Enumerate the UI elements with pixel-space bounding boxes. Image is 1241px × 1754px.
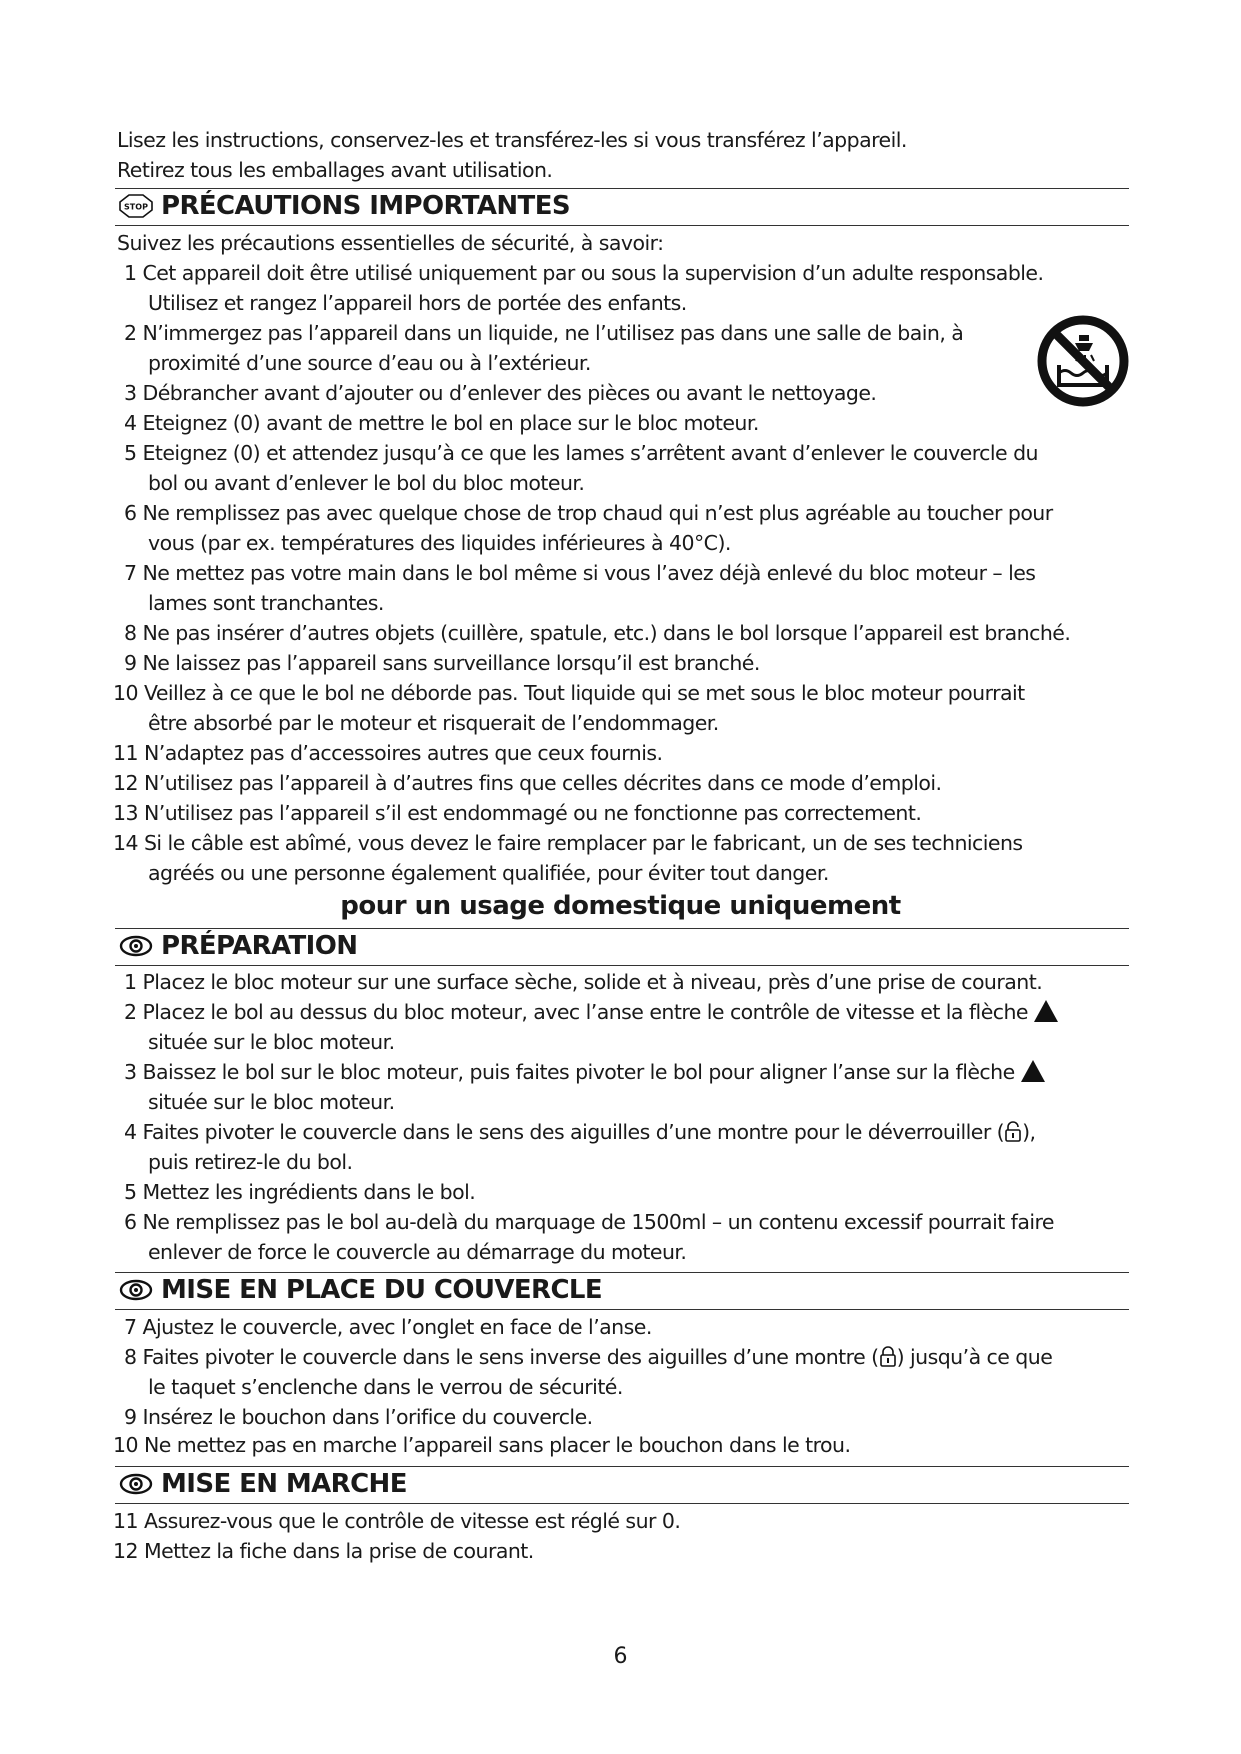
item-number: 1: [124, 970, 137, 994]
list-item-cont: être absorbé par le moteur et risquerait de l’endommager.: [148, 711, 719, 735]
page-number: 6: [613, 1644, 628, 1669]
list-item: 4 Eteignez (0) avant de mettre le bol en place sur le bloc moteur.: [124, 411, 759, 435]
list-item-cont: puis retirez-le du bol.: [148, 1150, 353, 1174]
arrow-triangle-icon: [1021, 1060, 1045, 1082]
domestic-use-note: pour un usage domestique uniquement: [340, 891, 901, 921]
item-number: 11: [113, 741, 138, 765]
list-item: 6 Ne remplissez pas avec quelque chose de trop chaud qui n’est plus agréable au toucher pour: [124, 501, 1053, 525]
item-number: 6: [124, 501, 137, 525]
start-title: MISE EN MARCHE: [161, 1469, 407, 1499]
lid-title: MISE EN PLACE DU COUVERCLE: [161, 1275, 603, 1305]
unlock-icon: [1004, 1121, 1022, 1143]
list-item: 5 Eteignez (0) et attendez jusqu’à ce que les lames s’arrêtent avant d’enlever le couvercle du: [124, 441, 1038, 465]
list-item-cont: agréés ou une personne également qualifiée, pour éviter tout danger.: [148, 861, 829, 885]
list-item-cont: bol ou avant d’enlever le bol du bloc moteur.: [148, 471, 585, 495]
list-item-cont: enlever de force le couvercle au démarrage du moteur.: [148, 1240, 687, 1264]
item-number: 3: [124, 1060, 137, 1084]
item-number: 8: [124, 621, 137, 645]
precautions-title: PRÉCAUTIONS IMPORTANTES: [161, 191, 570, 221]
lock-icon: [879, 1346, 897, 1368]
stop-icon-label: STOP: [124, 202, 148, 212]
intro-line-2: Retirez tous les emballages avant utilisation.: [117, 158, 553, 182]
arrow-triangle-icon: [1034, 1000, 1058, 1022]
list-item: 7 Ajustez le couvercle, avec l’onglet en face de l’anse.: [124, 1315, 652, 1339]
preparation-title: PRÉPARATION: [161, 931, 358, 961]
item-number: 9: [124, 651, 137, 675]
list-item-cont: située sur le bloc moteur.: [148, 1090, 395, 1114]
list-item-cont: Utilisez et rangez l’appareil hors de portée des enfants.: [148, 291, 687, 315]
item-number: 13: [113, 801, 138, 825]
list-item: 1 Cet appareil doit être utilisé uniquement par ou sous la supervision d’un adulte responsable.: [124, 261, 1044, 285]
list-item: 6 Ne remplissez pas le bol au-delà du marquage de 1500ml – un contenu excessif pourrait faire: [124, 1210, 1054, 1234]
item-number: 2: [124, 321, 137, 345]
list-item: 11 Assurez-vous que le contrôle de vitesse est réglé sur 0.: [113, 1509, 681, 1533]
item-number: 12: [113, 1539, 138, 1563]
list-item: 13 N’utilisez pas l’appareil s’il est endommagé ou ne fonctionne pas correctement.: [113, 801, 922, 825]
item-number: 11: [113, 1509, 138, 1533]
preparation-header: [115, 928, 1129, 966]
item-number: 10: [113, 1433, 138, 1457]
list-item-cont: proximité d’une source d’eau ou à l’extérieur.: [148, 351, 591, 375]
list-item: 12 Mettez la fiche dans la prise de courant.: [113, 1539, 534, 1563]
item-number: 5: [124, 1180, 137, 1204]
eye-icon: [119, 1472, 153, 1496]
item-number: 8: [124, 1345, 137, 1369]
start-header: [115, 1466, 1129, 1504]
item-number: 7: [124, 1315, 137, 1339]
list-item: 1 Placez le bloc moteur sur une surface sèche, solide et à niveau, près d’une prise de courant.: [124, 970, 1043, 994]
eye-icon: [119, 1278, 153, 1302]
list-item: 3 Baissez le bol sur le bloc moteur, puis faites pivoter le bol pour aligner l’anse sur la flèche: [124, 1057, 1045, 1087]
item-number: 4: [124, 411, 137, 435]
no-immersion-icon: [1035, 313, 1131, 409]
list-item: 12 N’utilisez pas l’appareil à d’autres fins que celles décrites dans ce mode d’emploi.: [113, 771, 942, 795]
stop-icon: [119, 194, 153, 218]
lid-header: [115, 1272, 1129, 1310]
item-number: 14: [113, 831, 138, 855]
list-item-cont: lames sont tranchantes.: [148, 591, 384, 615]
list-item: 8 Faites pivoter le couvercle dans le sens inverse des aiguilles d’une montre ( ) jusqu’à ce que: [124, 1345, 1053, 1369]
list-item: 5 Mettez les ingrédients dans le bol.: [124, 1180, 476, 1204]
list-item-cont: vous (par ex. températures des liquides inférieures à 40°C).: [148, 531, 731, 555]
list-item: 10 Veillez à ce que le bol ne déborde pas. Tout liquide qui se met sous le bloc moteur pourrait: [113, 681, 1025, 705]
list-item: 14 Si le câble est abîmé, vous devez le faire remplacer par le fabricant, un de ses techniciens: [113, 831, 1023, 855]
list-item: 2 Placez le bol au dessus du bloc moteur, avec l’anse entre le contrôle de vitesse et la flèche: [124, 997, 1058, 1027]
list-item: 4 Faites pivoter le couvercle dans le sens des aiguilles d’une montre pour le déverrouiller ( ),: [124, 1120, 1036, 1144]
list-item: 2 N’immergez pas l’appareil dans un liquide, ne l’utilisez pas dans une salle de bain, à: [124, 321, 964, 345]
item-number: 12: [113, 771, 138, 795]
item-number: 6: [124, 1210, 137, 1234]
list-item: 10 Ne mettez pas en marche l’appareil sans placer le bouchon dans le trou.: [113, 1433, 851, 1457]
list-item: 9 Insérez le bouchon dans l’orifice du couvercle.: [124, 1405, 593, 1429]
eye-icon: [119, 934, 153, 958]
item-number: 4: [124, 1120, 137, 1144]
item-number: 5: [124, 441, 137, 465]
item-number: 3: [124, 381, 137, 405]
item-number: 1: [124, 261, 137, 285]
precautions-header: [115, 188, 1129, 226]
item-number: 2: [124, 1000, 137, 1024]
list-item: 9 Ne laissez pas l’appareil sans surveillance lorsqu’il est branché.: [124, 651, 760, 675]
item-number: 9: [124, 1405, 137, 1429]
item-number: 10: [113, 681, 138, 705]
list-item: 3 Débrancher avant d’ajouter ou d’enlever des pièces ou avant le nettoyage.: [124, 381, 877, 405]
list-item-cont: située sur le bloc moteur.: [148, 1030, 395, 1054]
list-item: 11 N’adaptez pas d’accessoires autres que ceux fournis.: [113, 741, 663, 765]
precautions-lead: Suivez les précautions essentielles de sécurité, à savoir:: [117, 231, 664, 255]
list-item: 7 Ne mettez pas votre main dans le bol même si vous l’avez déjà enlevé du bloc moteur – les: [124, 561, 1036, 585]
list-item: 8 Ne pas insérer d’autres objets (cuillère, spatule, etc.) dans le bol lorsque l’appareil est branché.: [124, 621, 1071, 645]
list-item-cont: le taquet s’enclenche dans le verrou de sécurité.: [148, 1375, 623, 1399]
intro-line-1: Lisez les instructions, conservez-les et transférez-les si vous transférez l’appareil.: [117, 128, 907, 152]
item-number: 7: [124, 561, 137, 585]
